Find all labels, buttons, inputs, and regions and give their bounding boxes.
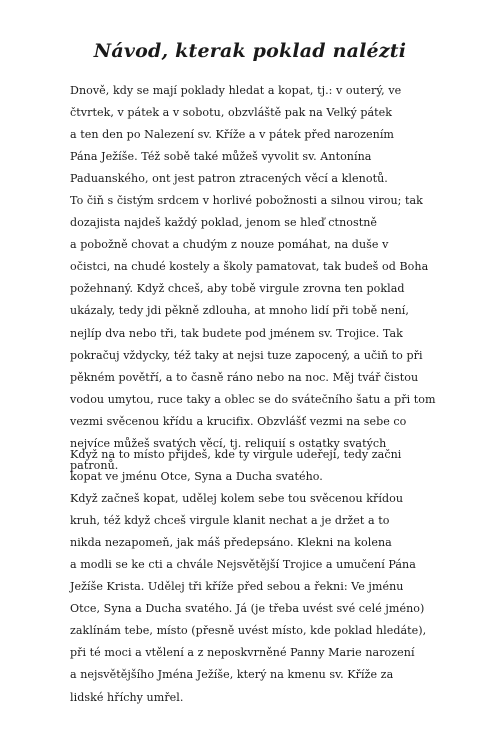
text-line: patronů. [70, 458, 119, 472]
text-line: dozajista najdeš každý poklad, jenom se hleď ctnostně [70, 216, 378, 230]
text-line: Když na to místo přijdeš, kde ty virgule udeřejí, tedy začni [70, 448, 402, 461]
text-line: a pobožně chovat a chudým z nouze pomáhat, na duše v [70, 238, 389, 252]
text-line: Pána Ježíše. Též sobě také můžeš vyvolit sv. Antonína [70, 150, 372, 164]
text-line: a nejsvětějšího Jména Ježíše, který na kmenu sv. Kříže za [70, 668, 394, 682]
text-line: Dnově, kdy se mají poklady hledat a kopat, tj.: v outerý, ve [70, 84, 402, 97]
text-line: požehnaný. Když chceš, aby tobě virgule zrovna ten poklad [70, 282, 405, 296]
text-line: pěkném povětří, a to časně ráno nebo na noc. Měj tvář čistou [70, 370, 419, 384]
text-line: Ježíše Krista. Udělej tři kříže před sebou a řekni: Ve jménu [70, 580, 404, 594]
text-line: Když začneš kopat, udělej kolem sebe tou svěcenou křídou [70, 492, 404, 506]
text-line: kopat ve jménu Otce, Syna a Ducha svatého. [70, 470, 323, 484]
text-line: lidské hříchy umřel. [70, 690, 184, 704]
text-line: při té moci a vtělení a z neposkvrněné Panny Marie narození [70, 646, 415, 660]
text-line: nikda nezapomeň, jak máš předepsáno. Klekni na kolena [70, 536, 392, 550]
document-title: Návod, kterak poklad nalézti [93, 40, 407, 62]
text-line: očistci, na chudé kostely a školy pamatovat, tak budeš od Boha [70, 260, 429, 274]
text-line: Otce, Syna a Ducha svatého. Já (je třeba uvést své celé jméno) [70, 602, 425, 616]
text-line: Paduanského, ont jest patron ztracených věcí a klenotů. [70, 172, 388, 186]
text-line: To čiň s čistým srdcem v horlivé pobožnosti a silnou virou; tak [70, 194, 423, 208]
text-line: a modli se ke cti a chvále Nejsvětější Trojice a umučení Pána [70, 558, 416, 572]
text-line: a ten den po Nalezení sv. Kříže a v pátek před narozením [70, 128, 394, 142]
text-line: ukázaly, tedy jdi pěkně zdlouha, at mnoho lidí při tobě není, [70, 304, 409, 318]
text-line: čtvrtek, v pátek a v sobotu, obzvláště pak na Velký pátek [70, 106, 393, 120]
text-line: vodou umytou, ruce taky a oblec se do svátečního šatu a při tom [70, 392, 436, 406]
text-line: nejlíp dva nebo tři, tak budete pod jménem sv. Trojice. Tak [70, 326, 403, 340]
text-line: nejvíce můžeš svatých věcí, tj. reliquií s ostatky svatých [70, 436, 387, 450]
text-line: pokračuj vždycky, též taky at nejsi tuze zapocený, a učiň to při [70, 348, 423, 362]
paragraph-2 [70, 444, 460, 709]
paragraph-1 [70, 80, 460, 477]
text-line: vezmi svěcenou křídu a krucifix. Obzvlášť vezmi na sebe co [70, 414, 407, 428]
text-line: kruh, též když chceš virgule klanit nechat a je držet a to [70, 514, 390, 528]
text-line: zaklínám tebe, místo (přesně uvést místo, kde poklad hledáte), [70, 624, 427, 638]
